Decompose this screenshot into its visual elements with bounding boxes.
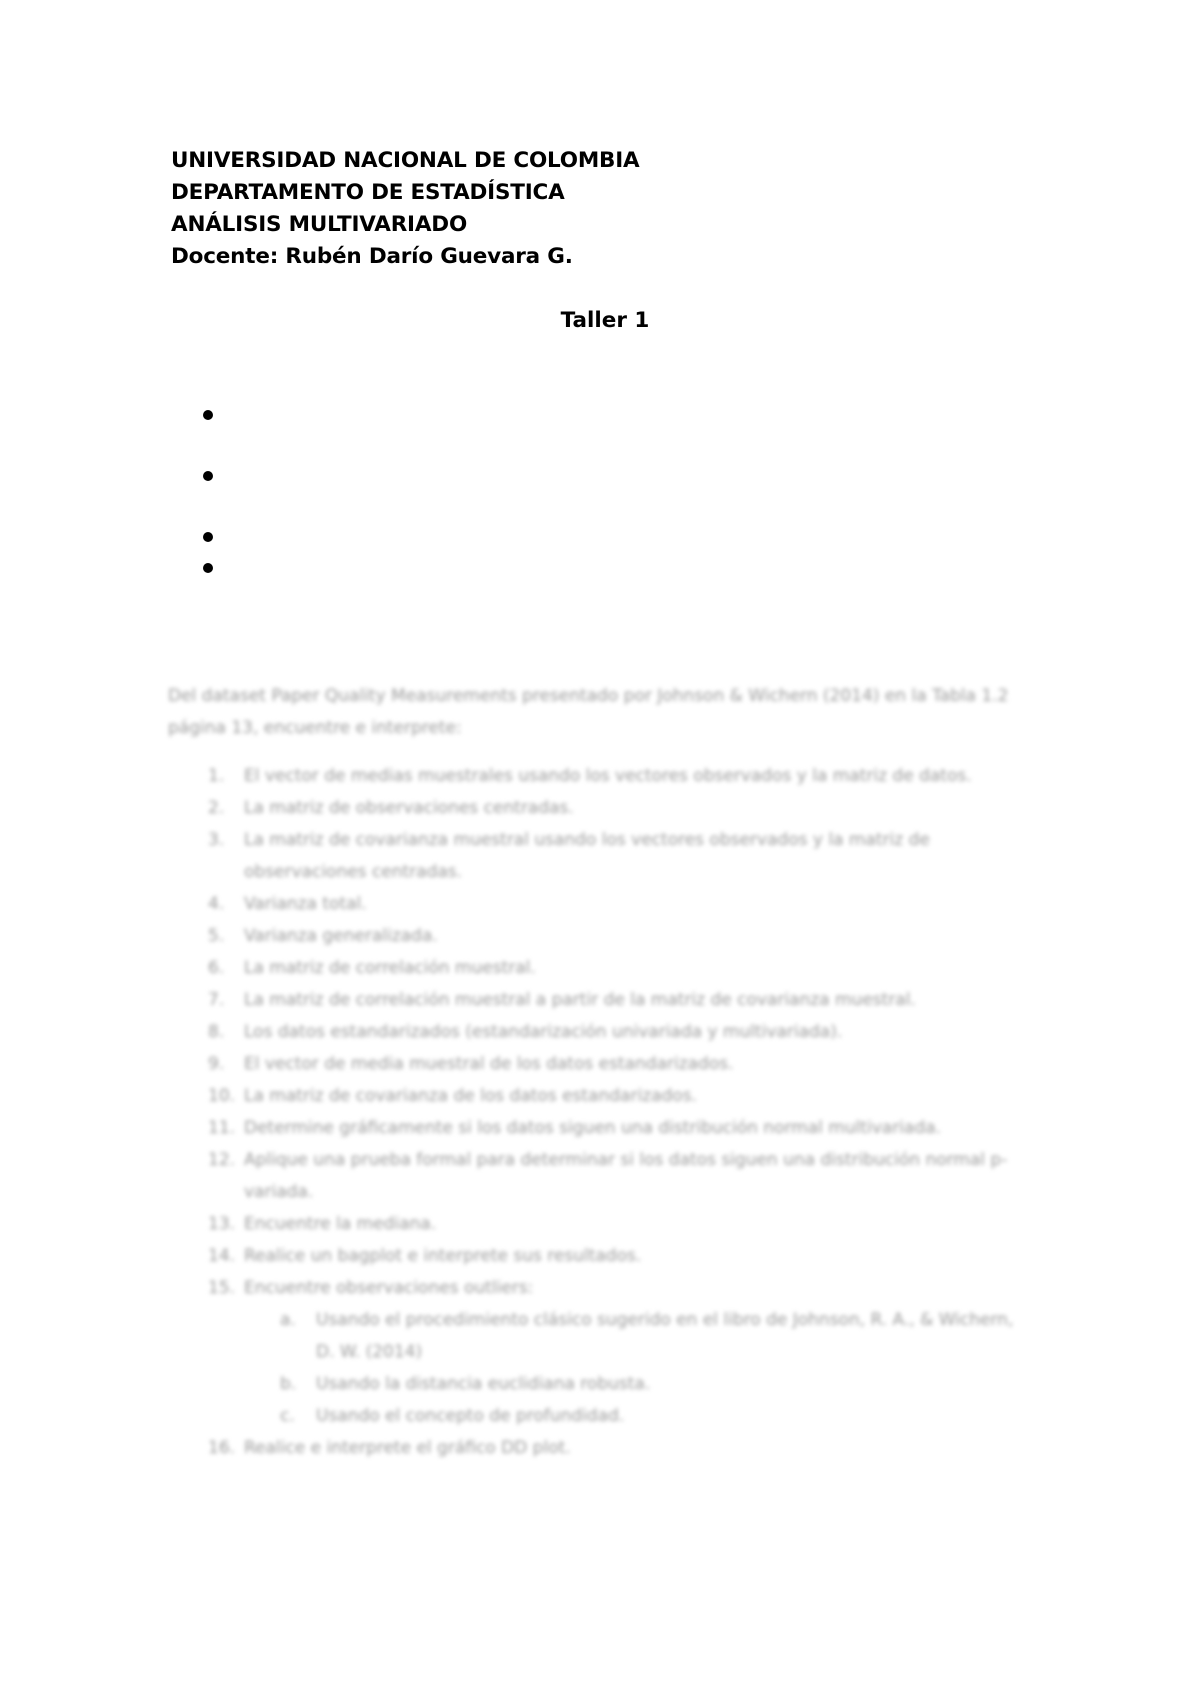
subitem-letter: c. bbox=[280, 1406, 295, 1426]
task-item bbox=[208, 824, 1028, 888]
task-item bbox=[208, 792, 1028, 824]
task-item bbox=[208, 920, 1028, 952]
task-number: 8. bbox=[208, 1022, 225, 1042]
task-number: 6. bbox=[208, 958, 225, 978]
task-text: Encuentre observaciones outliers: bbox=[244, 1278, 534, 1298]
task-text: El vector de media muestral de los datos estandarizados. bbox=[244, 1054, 734, 1074]
task-text: Los datos estandarizados (estandarización univariada y multivariada). bbox=[244, 1022, 843, 1042]
task-number: 12. bbox=[208, 1150, 236, 1170]
task-text: La matriz de correlación muestral. bbox=[244, 958, 536, 978]
task-item bbox=[208, 1272, 1028, 1304]
department-name: DEPARTAMENTO DE ESTADÍSTICA bbox=[171, 180, 565, 205]
task-number: 4. bbox=[208, 894, 225, 914]
bullet-icon bbox=[203, 471, 213, 481]
task-text: Encuentre la mediana. bbox=[244, 1214, 437, 1234]
task-item bbox=[208, 1080, 1028, 1112]
task-text: Realice e interprete el gráfico DD plot. bbox=[244, 1438, 571, 1458]
task-number: 14. bbox=[208, 1246, 236, 1266]
task-text: El vector de medias muestrales usando los vectores observados y la matriz de datos. bbox=[244, 766, 972, 786]
task-text: La matriz de covarianza muestral usando los vectores observados y la matriz de observaciones centradas. bbox=[244, 830, 930, 882]
task-item bbox=[208, 1112, 1028, 1144]
task-item bbox=[208, 1016, 1028, 1048]
subitem-text: Usando la distancia euclidiana robusta. bbox=[316, 1374, 651, 1394]
task-number: 10. bbox=[208, 1086, 236, 1106]
subitem-letter: a. bbox=[280, 1310, 296, 1330]
task-number: 13. bbox=[208, 1214, 236, 1234]
task-text: La matriz de observaciones centradas. bbox=[244, 798, 574, 818]
task-list bbox=[208, 760, 1028, 1464]
task-text: Realice un bagplot e interprete sus resultados. bbox=[244, 1246, 642, 1266]
course-name: ANÁLISIS MULTIVARIADO bbox=[171, 212, 468, 237]
bullet-icon bbox=[203, 410, 213, 420]
task-number: 1. bbox=[208, 766, 225, 786]
task-number: 2. bbox=[208, 798, 225, 818]
task-number: 9. bbox=[208, 1054, 225, 1074]
subitem-text: Usando el procedimiento clásico sugerido en el libro de Johnson, R. A., & Wichern, D. W. (2014) bbox=[316, 1310, 1014, 1362]
university-name: UNIVERSIDAD NACIONAL DE COLOMBIA bbox=[171, 148, 640, 173]
bullet-icon bbox=[203, 532, 213, 542]
subitem-text: Usando el concepto de profundidad. bbox=[316, 1406, 625, 1426]
subitem-letter: b. bbox=[280, 1374, 297, 1394]
task-number: 5. bbox=[208, 926, 225, 946]
task-item bbox=[208, 1432, 1028, 1464]
task-text: Aplique una prueba formal para determinar si los datos siguen una distribución normal p-variada. bbox=[244, 1150, 1008, 1202]
task-item bbox=[208, 1048, 1028, 1080]
task-subitem bbox=[208, 1304, 1028, 1368]
task-item bbox=[208, 1208, 1028, 1240]
task-number: 15. bbox=[208, 1278, 236, 1298]
task-text: Varianza total. bbox=[244, 894, 367, 914]
task-number: 11. bbox=[208, 1118, 236, 1138]
task-item bbox=[208, 760, 1028, 792]
task-subitem bbox=[208, 1400, 1028, 1432]
task-item bbox=[208, 984, 1028, 1016]
bullet-icon bbox=[203, 563, 213, 573]
task-number: 16. bbox=[208, 1438, 236, 1458]
document-title: Taller 1 bbox=[560, 308, 650, 333]
task-subitem bbox=[208, 1368, 1028, 1400]
task-text: Determine gráficamente si los datos siguen una distribución normal multivariada. bbox=[244, 1118, 941, 1138]
task-item bbox=[208, 888, 1028, 920]
task-text: La matriz de covarianza de los datos estandarizados. bbox=[244, 1086, 697, 1106]
task-item bbox=[208, 952, 1028, 984]
document-header bbox=[171, 145, 639, 273]
task-text: La matriz de correlación muestral a partir de la matriz de covarianza muestral. bbox=[244, 990, 916, 1010]
task-text: Varianza generalizada. bbox=[244, 926, 438, 946]
task-item bbox=[208, 1144, 1028, 1208]
task-item bbox=[208, 1240, 1028, 1272]
task-number: 7. bbox=[208, 990, 225, 1010]
task-number: 3. bbox=[208, 830, 225, 850]
instructor-name: Docente: Rubén Darío Guevara G. bbox=[171, 244, 573, 269]
intro-paragraph: Del dataset Paper Quality Measurements presentado por Johnson & Wichern (2014) en la Tabla 1.2 página 13, encuentre e interprete: bbox=[168, 686, 1009, 738]
